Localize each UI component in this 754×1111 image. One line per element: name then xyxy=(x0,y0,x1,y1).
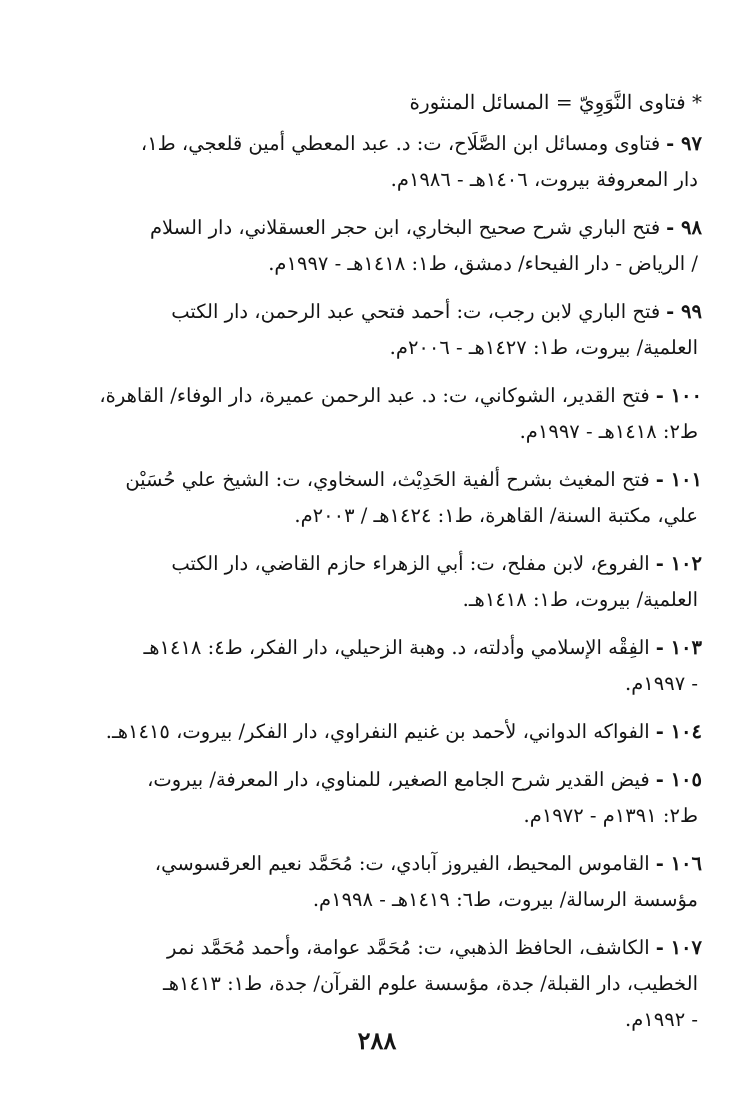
entry-number: ١٠٠ - xyxy=(655,384,702,407)
bibliography-entry xyxy=(52,126,702,198)
bibliography-entry xyxy=(52,930,702,1038)
entry-text: الفروع، لابن مفلح، ت: أبي الزهراء حازم القاضي، دار الكتب xyxy=(171,552,650,575)
bibliography-entry xyxy=(52,714,702,750)
entry-text: فتح الباري لابن رجب، ت: أحمد فتحي عبد الرحمن، دار الكتب xyxy=(171,300,661,323)
entry-text: علي، مكتبة السنة/ القاهرة، ط١: ١٤٢٤هـ / ٢٠٠٣م. xyxy=(294,504,698,527)
bibliography-entry xyxy=(52,762,702,834)
entry-line xyxy=(52,246,702,282)
page-number: ٢٨٨ xyxy=(357,1026,397,1055)
bibliography-entry xyxy=(52,210,702,282)
entry-text: الفِقْه الإسلامي وأدلته، د. وهبة الزحيلي، دار الفكر، ط٤: ١٤١٨هـ xyxy=(143,636,650,659)
entry-text: الخطيب، دار القبلة/ جدة، مؤسسة علوم القرآن/ جدة، ط١: ١٤١٣هـ xyxy=(162,972,698,995)
entry-number: ٩٨ - xyxy=(666,216,702,239)
entry-text: فتاوى ومسائل ابن الصَّلَاح، ت: د. عبد المعطي أمين قلعجي، ط١، xyxy=(140,132,661,155)
entry-line xyxy=(52,378,702,414)
entry-text: الكاشف، الحافظ الذهبي، ت: مُحَمَّد عوامة، وأحمد مُحَمَّد نمر xyxy=(166,936,650,959)
entry-line xyxy=(52,630,702,666)
entry-text: الفواكه الدواني، لأحمد بن غنيم النفراوي، دار الفكر/ بيروت، ١٤١٥هـ. xyxy=(105,720,650,743)
entry-text: - ١٩٩٢م. xyxy=(625,1008,698,1031)
entry-text: القاموس المحيط، الفيروز آبادي، ت: مُحَمَّد نعيم العرقسوسي، xyxy=(154,852,650,875)
entry-line xyxy=(52,798,702,834)
entry-number: ١٠٤ - xyxy=(655,720,702,743)
entry-text: العلمية/ بيروت، ط١: ١٤٢٧هـ - ٢٠٠٦م. xyxy=(389,336,698,359)
entry-line xyxy=(52,330,702,366)
entry-line xyxy=(52,210,702,246)
bibliography-page xyxy=(52,84,702,1050)
entry-line xyxy=(52,966,702,1002)
entry-number: ٩٩ - xyxy=(666,300,702,323)
bibliography-entry xyxy=(52,294,702,366)
entry-text: فيض القدير شرح الجامع الصغير، للمناوي، دار المعرفة/ بيروت، xyxy=(147,768,650,791)
entry-line xyxy=(52,294,702,330)
entry-line xyxy=(52,126,702,162)
entry-line xyxy=(52,882,702,918)
entry-text: فتح القدير، الشوكاني، ت: د. عبد الرحمن عميرة، دار الوفاء/ القاهرة، xyxy=(99,384,650,407)
section-heading: * فتاوى النَّوَوِيّ = المسائل المنثورة xyxy=(409,90,702,114)
entry-line xyxy=(52,498,702,534)
entry-line xyxy=(52,666,702,702)
entry-text: العلمية/ بيروت، ط١: ١٤١٨هـ. xyxy=(462,588,698,611)
entry-text: دار المعروفة بيروت، ١٤٠٦هـ - ١٩٨٦م. xyxy=(390,168,698,191)
entry-number: ١٠٥ - xyxy=(655,768,702,791)
bibliography-entry xyxy=(52,378,702,450)
bibliography-entry xyxy=(52,846,702,918)
entry-line xyxy=(52,762,702,798)
entry-number: ٩٧ - xyxy=(666,132,702,155)
entry-line xyxy=(52,714,702,750)
bibliography-list xyxy=(52,126,702,1038)
bibliography-entry xyxy=(52,630,702,702)
bibliography-entry xyxy=(52,462,702,534)
entry-line xyxy=(52,414,702,450)
entry-line xyxy=(52,846,702,882)
entry-line xyxy=(52,462,702,498)
entry-number: ١٠٦ - xyxy=(655,852,702,875)
entry-line xyxy=(52,162,702,198)
entry-number: ١٠٢ - xyxy=(655,552,702,575)
entry-text: ط٢: ١٤١٨هـ - ١٩٩٧م. xyxy=(519,420,698,443)
bibliography-entry xyxy=(52,546,702,618)
entry-text: / الرياض - دار الفيحاء/ دمشق، ط١: ١٤١٨هـ - ١٩٩٧م. xyxy=(268,252,698,275)
entry-text: مؤسسة الرسالة/ بيروت، ط٦: ١٤١٩هـ - ١٩٩٨م. xyxy=(312,888,698,911)
entry-number: ١٠٧ - xyxy=(655,936,702,959)
entry-number: ١٠١ - xyxy=(655,468,702,491)
entry-line xyxy=(52,546,702,582)
entry-number: ١٠٣ - xyxy=(655,636,702,659)
entry-text: ط٢: ١٣٩١م - ١٩٧٢م. xyxy=(523,804,698,827)
entry-line xyxy=(52,582,702,618)
entry-text: فتح الباري شرح صحيح البخاري، ابن حجر العسقلاني، دار السلام xyxy=(149,216,661,239)
entry-text: - ١٩٩٧م. xyxy=(625,672,698,695)
entry-line xyxy=(52,930,702,966)
entry-text: فتح المغيث بشرح ألفية الحَدِيْث، السخاوي، ت: الشيخ علي حُسَيْن xyxy=(125,468,650,491)
